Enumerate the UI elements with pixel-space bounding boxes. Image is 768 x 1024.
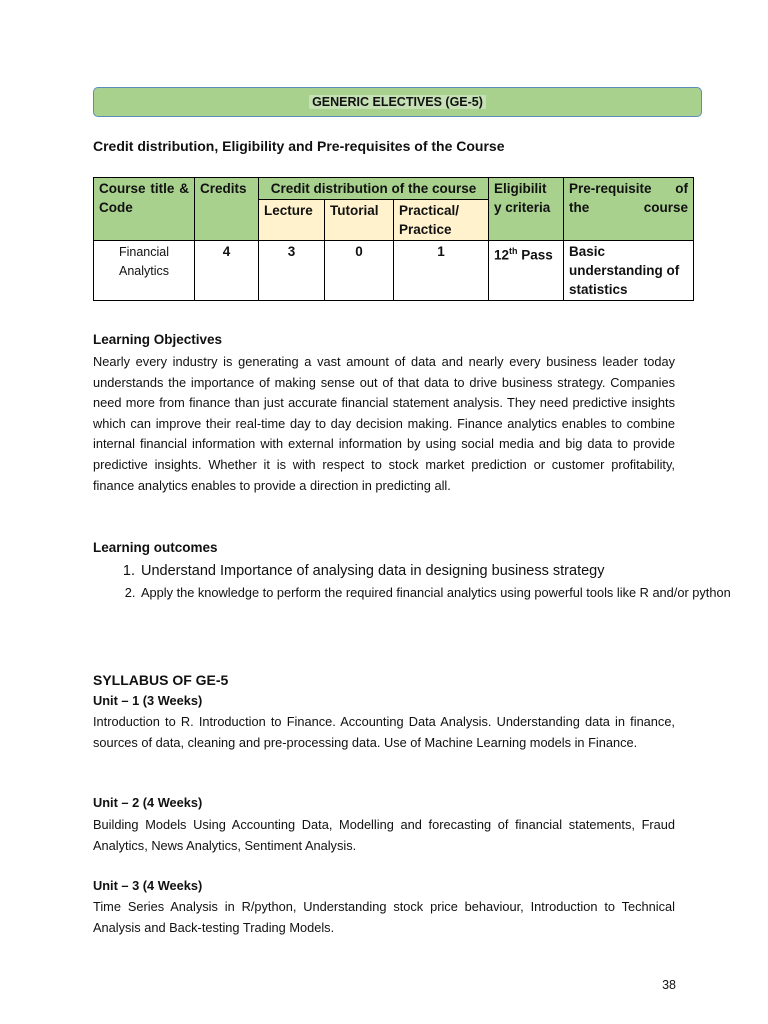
header-eligibility: Eligibilit y criteria <box>489 178 564 241</box>
cell-eligibility: 12th Pass <box>489 241 564 301</box>
banner-title: GENERIC ELECTIVES (GE-5) <box>309 95 486 109</box>
header-tutorial: Tutorial <box>325 200 394 241</box>
header-credits: Credits <box>195 178 259 241</box>
cell-practical: 1 <box>394 241 489 301</box>
header-practical: Practical/ Practice <box>394 200 489 241</box>
cell-prerequisite: Basic understanding of statistics <box>564 241 694 301</box>
cell-lecture: 3 <box>259 241 325 301</box>
header-lecture: Lecture <box>259 200 325 241</box>
list-item: 1. Understand Importance of analysing data in designing business strategy <box>139 561 757 581</box>
list-item: 2. Apply the knowledge to perform the required financial analytics using powerful tools like R and/or python <box>139 583 757 603</box>
cell-tutorial: 0 <box>325 241 394 301</box>
page-number: 38 <box>662 978 676 992</box>
learning-outcomes-heading: Learning outcomes <box>93 540 218 555</box>
cell-course: Financial Analytics <box>94 241 195 301</box>
unit-3-title: Unit – 3 (4 Weeks) <box>93 878 203 893</box>
unit-2-text: Building Models Using Accounting Data, Modelling and forecasting of financial statements, Fraud Analytics, News Analytics, Sentiment Analysis. <box>93 817 675 853</box>
learning-outcomes-list <box>93 561 757 603</box>
unit-3-text: Time Series Analysis in R/python, Understanding stock price behaviour, Introduction to Technical Analysis and Back-testing Trading Models. <box>93 899 675 935</box>
credit-table <box>93 177 694 301</box>
learning-objectives-heading: Learning Objectives <box>93 332 223 347</box>
header-course-title: Course title & Code <box>94 178 195 241</box>
unit-1-title: Unit – 1 (3 Weeks) <box>93 693 203 708</box>
syllabus-title: SYLLABUS OF GE-5 <box>93 672 229 688</box>
unit-2-title: Unit – 2 (4 Weeks) <box>93 795 203 810</box>
learning-objectives-text: Nearly every industry is generating a vast amount of data and nearly every business leader today understands the importance of making sense out of that data to drive business strategy. Companies need more from finance than just accurate financial statement analysis. They need predictive insights which can improve their real-time day to day decision making. Finance analytics enables to combine internal financial information with external information by using social media and big data to provide predictive insights. Whether it is with respect to stock market prediction or customer profitability, finance analytics enables to provide a direction in predicting all. <box>93 354 675 493</box>
cell-credits: 4 <box>195 241 259 301</box>
credit-section-title: Credit distribution, Eligibility and Pre-requisites of the Course <box>93 138 505 154</box>
ge-banner <box>93 87 702 117</box>
unit-1-text: Introduction to R. Introduction to Finance. Accounting Data Analysis. Understanding data in finance, sources of data, cleaning and pre-processing data. Use of Machine Learning models in Finance. <box>93 714 675 750</box>
table-row <box>94 241 694 301</box>
header-credit-distribution: Credit distribution of the course <box>259 178 489 200</box>
header-prerequisite: Pre-requisite of the course <box>564 178 694 241</box>
